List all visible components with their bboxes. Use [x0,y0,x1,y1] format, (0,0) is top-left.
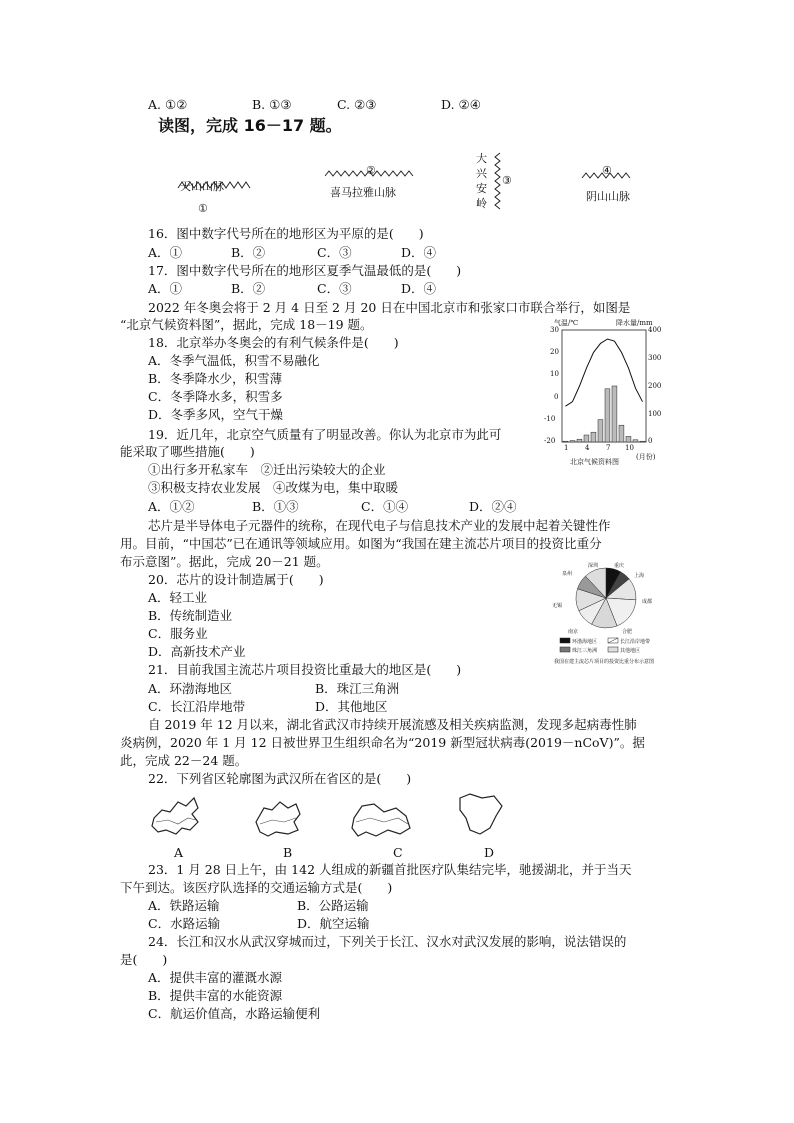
legend-swatch-bohai [560,638,570,643]
q18-option-d: D．冬季多风，空气干燥 [148,407,284,422]
q17-option-d: D．④ [401,281,437,296]
q20-option-c: C．服务业 [148,626,208,641]
q20-option-b: B．传统制造业 [148,608,233,623]
q22-label-c: C [393,845,403,860]
q19-option-c: C．①④ [361,499,409,514]
q17-option-a: A．① [148,281,183,296]
q19-option-d: D．②④ [469,499,517,514]
precip-bar-9 [619,425,624,442]
section-heading-16-17: 读图，完成 16－17 题。 [158,116,342,135]
q24-stem-line-2: 是( ) [120,952,168,967]
right-tick-100: 100 [648,410,662,418]
left-tick-minus10: -10 [544,415,556,423]
intro-20-21-line-1: 芯片是半导体电子元器件的统称，在现代电子与信息技术产业的发展中起着关键性作 [148,518,611,533]
precip-bar-6 [598,420,603,442]
right-tick-400: 400 [648,326,662,334]
q19-items-line-2: ③积极支持农业发展 ④改煤为电，集中取暖 [148,480,399,495]
q24-option-c: C．航运价值高，水路运输便利 [148,1006,321,1021]
legend-label-pearl: 珠江三角洲 [572,648,598,654]
q16-option-b: B．② [231,245,266,260]
q22-label-d: D [484,845,495,860]
daxinganling-char-2: 兴 [476,167,487,180]
right-tick-300: 300 [648,354,662,362]
pie-label-chengdu: 成都 [642,599,653,605]
tianshan-number: ① [198,202,208,215]
intro-18-19-line-1: 2022 年冬奥会将于 2 月 4 日至 2 月 20 日在中国北京市和张家口市联合举行，如图是 [148,300,631,315]
pie-caption: 我国在建主流芯片项目的投资比重分布示意图 [554,659,655,665]
daxinganling-char-4: 岭 [476,197,487,210]
q18-option-a: A．冬季气温低，积雪不易融化 [148,353,320,368]
left-tick-minus20: -20 [544,437,556,445]
q19-option-a: A．①② [148,499,195,514]
q21-option-b: B．珠江三角洲 [315,681,400,696]
chip-investment-pie-figure [548,558,664,670]
climate-caption: 北京气候资料图 [570,458,619,466]
intro-22-24-line-3: 此，完成 22－24 题。 [120,753,248,768]
legend-swatch-other [608,647,618,652]
legend-label-bohai: 环渤海地区 [572,639,598,645]
pie-label-quanzhou: 泉州 [562,571,573,577]
q16-option-a: A．① [148,245,183,260]
intro-18-19-line-2: “北京气候资料图”，据此，完成 18－19 题。 [120,317,373,332]
q16-option-c: C．③ [317,245,352,260]
q20-option-a: A．轻工业 [148,590,208,605]
q16-option-d: D．④ [401,245,437,260]
climate-chart-svg [540,318,670,470]
province-outline-d [460,794,502,834]
x-tick-7: 7 [606,444,611,452]
climate-right-unit: 降水量/mm [616,319,653,327]
q15-option-d: D. ②④ [441,97,481,112]
q24-option-a: A．提供丰富的灌溉水源 [148,970,283,985]
q18-option-b: B．冬季降水少，积雪薄 [148,371,283,386]
intro-20-21-line-3: 布示意图”。据此，完成 20－21 题。 [120,554,329,569]
q16-stem: 16．图中数字代号所在的地形区为平原的是( ) [148,226,424,241]
right-tick-0: 0 [648,437,653,445]
q17-stem: 17．图中数字代号所在的地形区夏季气温最低的是( ) [148,263,462,278]
q20-stem: 20．芯片的设计制造属于( ) [148,572,324,587]
precip-bar-1 [563,441,568,442]
legend-label-other: 其他地区 [620,648,641,654]
q17-option-b: B．② [231,281,266,296]
q17-option-c: C．③ [317,281,352,296]
q20-option-d: D．高新技术产业 [148,644,246,659]
yinshan-number: ④ [602,164,612,177]
q22-stem: 22．下列省区轮廓图为武汉所在省区的是( ) [148,771,412,786]
daxinganling-ridge [495,153,500,209]
q19-option-b: B．①③ [252,499,299,514]
precip-bar-5 [591,432,596,442]
q23-option-c: C．水路运输 [148,916,221,931]
q21-option-a: A．环渤海地区 [148,681,233,696]
legend-label-yangtze: 长江沿岸地带 [620,639,651,645]
q24-stem-line-1: 24．长江和汉水从武汉穿城而过，下列关于长江、汉水对武汉发展的影响，说法错误的 [148,934,627,949]
left-tick-10: 10 [550,370,559,378]
yinshan-label: 阴山山脉 [586,190,630,203]
pie-label-nanjing: 南京 [568,629,579,635]
left-tick-0: 0 [554,393,559,401]
q18-option-c: C．冬季降水多，积雪多 [148,389,283,404]
precip-bar-4 [584,435,589,442]
right-tick-200: 200 [648,382,662,390]
pie-label-wuxi: 无锡 [552,603,563,609]
q23-stem-line-1: 23．1 月 28 日上午，由 142 人组成的新疆首批医疗队集结完毕，驰援湖北，并于当天 [148,862,632,877]
q19-stem-line-2: 能采取了哪些措施( ) [120,444,255,459]
temperature-curve [566,339,643,406]
precip-bar-11 [633,440,638,442]
intro-22-24-line-2: 炎病例，2020 年 1 月 12 日被世界卫生组织命名为“2019 新型冠状病毒(2019－nCoV)”。据 [120,735,645,750]
q22-label-a: A [174,845,184,860]
precip-bar-2 [570,441,575,442]
left-tick-20: 20 [550,348,559,356]
daxinganling-number: ③ [502,174,512,187]
beijing-climate-chart [540,318,670,470]
left-tick-30: 30 [550,326,559,334]
q22-label-b: B [283,845,293,860]
province-outlines-figure [148,788,528,854]
daxinganling-char-3: 安 [476,182,487,195]
q21-option-d: D．其他地区 [315,699,388,714]
pie-label-shanghai: 上海 [634,573,645,579]
precip-bar-10 [626,436,631,442]
climate-left-unit: 气温/℃ [554,319,579,327]
intro-20-21-line-2: 用。目前，“中国芯”已在通讯等领域应用。如图为“我国在建主流芯片项目的投资比重分 [120,536,602,551]
q21-stem: 21．目前我国主流芯片项目投资比重最大的地区是( ) [148,662,462,677]
q24-option-b: B．提供丰富的水能资源 [148,988,283,1003]
q21-option-c: C．长江沿岸地带 [148,699,246,714]
province-outlines-svg [148,788,528,854]
intro-22-24-line-1: 自 2019 年 12 月以来，湖北省武汉市持续开展流感及相关疾病监测，发现多起病毒性肺 [148,717,637,732]
q23-option-d: D．航空运输 [297,916,370,931]
x-tick-4: 4 [585,444,590,452]
q15-option-a: A. ①② [148,97,188,112]
q23-stem-line-2: 下午到达。该医疗队选择的交通运输方式是( ) [120,880,393,895]
pie-label-chongqing: 重庆 [614,563,625,569]
pie-label-hefei: 合肥 [622,629,633,635]
q19-stem-line-1: 19．近几年，北京空气质量有了明显改善。你认为北京市为此可 [148,427,502,442]
tianshan-label: 天山山脉 [180,180,224,193]
mountain-ranges-figure [170,148,640,216]
legend-swatch-pearl [560,647,570,652]
daxinganling-char-1: 大 [476,152,487,165]
q23-option-b: B．公路运输 [297,898,369,913]
himalaya-number: ② [366,164,376,177]
x-unit: (月份) [636,453,656,461]
precip-bar-3 [577,439,582,442]
mountain-ranges-svg [170,148,640,216]
q19-items-line-1: ①出行多开私家车 ②迁出污染较大的企业 [148,462,386,477]
himalaya-label: 喜马拉雅山脉 [330,186,396,199]
precip-bar-8 [612,386,617,442]
q15-option-b: B. ①③ [252,97,292,112]
pie-label-shenzhen: 深圳 [588,563,599,569]
precip-bar-12 [640,441,645,442]
precip-bar-7 [605,389,610,442]
climate-plot-frame [562,330,646,442]
q15-option-c: C. ②③ [337,97,377,112]
q18-stem: 18．北京举办冬奥会的有利气候条件是( ) [148,335,399,350]
q23-option-a: A．铁路运输 [148,898,220,913]
x-tick-1: 1 [564,444,569,452]
x-tick-10: 10 [625,444,634,452]
province-outline-a [152,798,198,834]
